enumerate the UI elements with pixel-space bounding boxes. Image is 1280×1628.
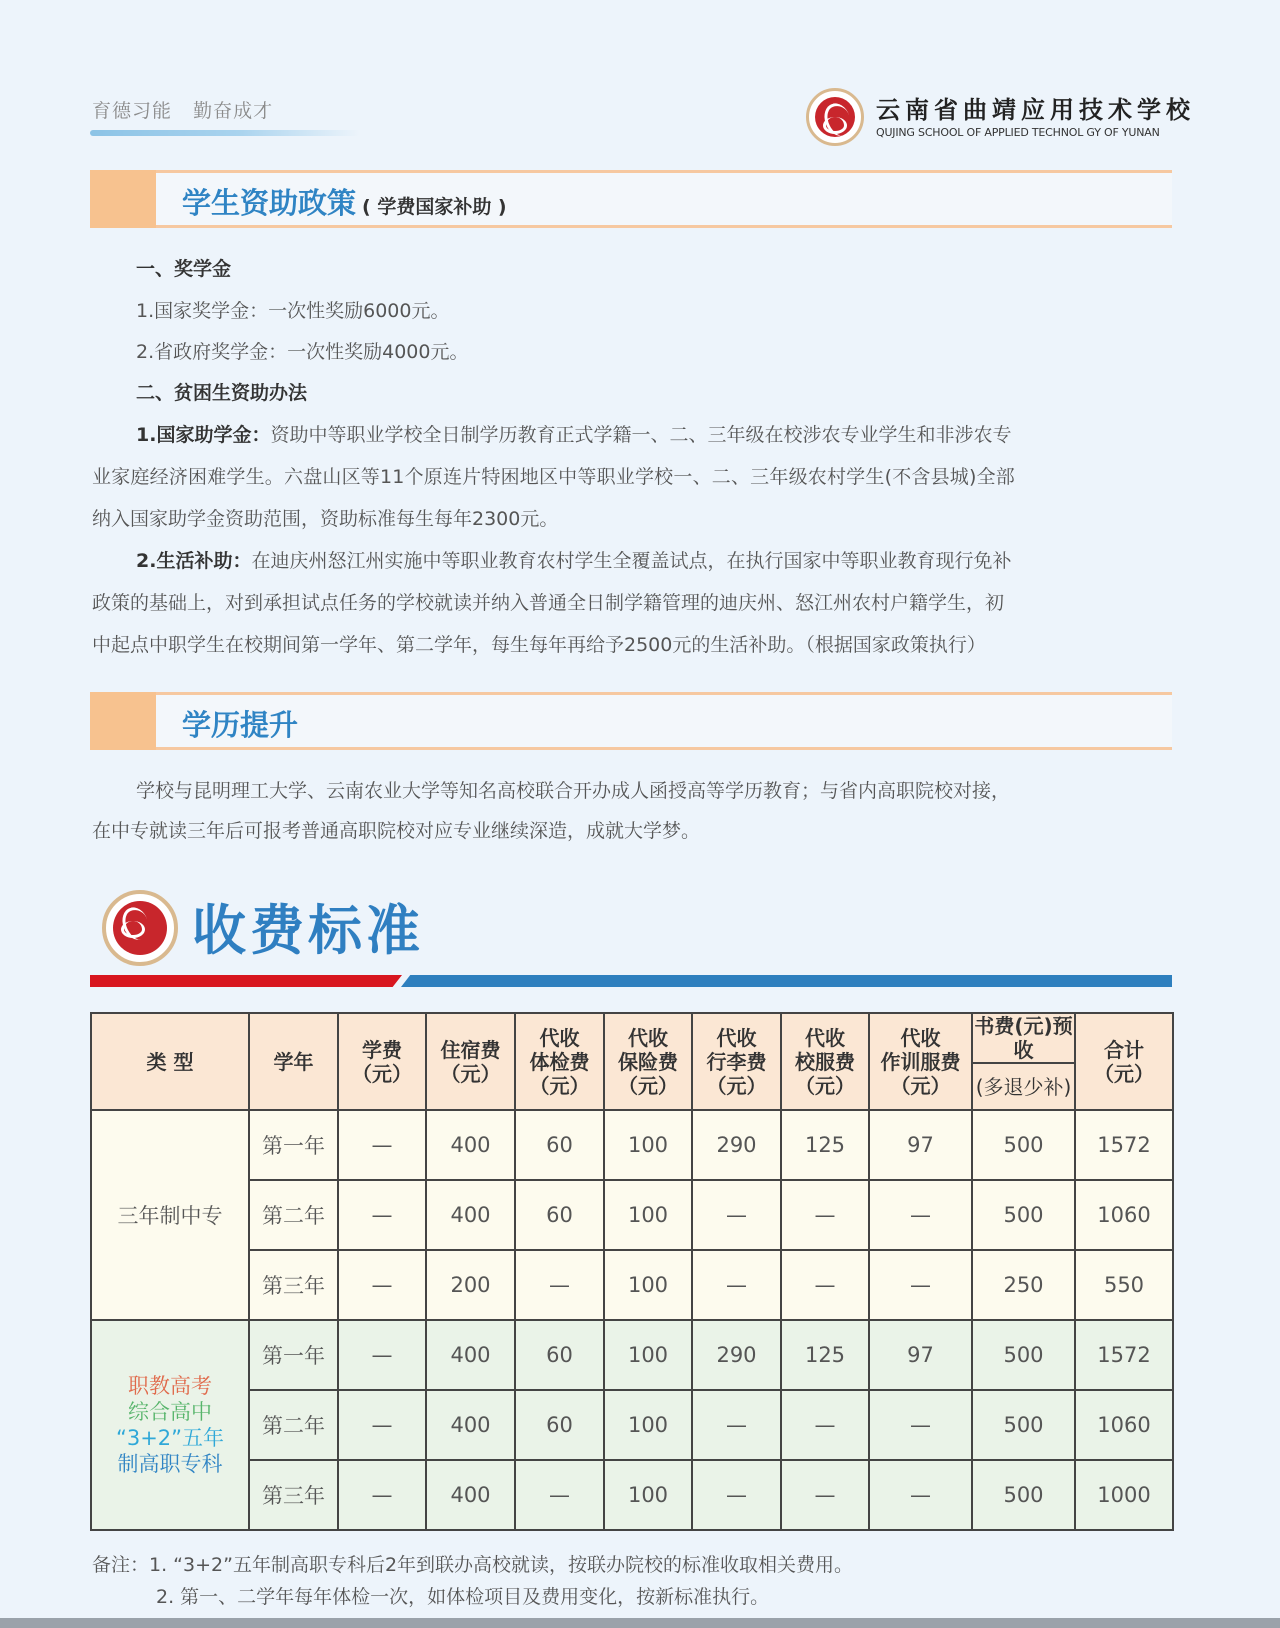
workwear-cell: 97 [869,1320,972,1390]
table-row [91,1110,1173,1180]
dorm-cell: 400 [426,1320,515,1390]
total-cell: 1572 [1075,1110,1173,1180]
year-cell: 第一年 [249,1320,338,1390]
dorm-cell: 400 [426,1110,515,1180]
header-books-note: (多退少补) [972,1063,1075,1110]
fees-title: 收费标准 [192,899,424,962]
insurance-cell: 100 [604,1180,692,1250]
scholarship-item-2: 2.省政府奖学金：一次性奖励4000元。 [136,341,469,363]
type-cell: 三年制中专 [91,1110,249,1320]
total-cell: 1060 [1075,1180,1173,1250]
tuition-cell: — [338,1250,426,1320]
table-row [91,1460,1173,1530]
uniform-cell: — [781,1180,869,1250]
exam-cell: 60 [515,1320,604,1390]
tuition-cell: — [338,1110,426,1180]
insurance-cell: 100 [604,1250,692,1320]
header-books: 书费(元)预收 [972,1013,1075,1063]
note-1: 备注：1. “3+2”五年制高职专科后2年到联办高校就读，按联办院校的标准收取相关费用。 [92,1554,854,1576]
luggage-cell: — [692,1390,781,1460]
workwear-cell: — [869,1390,972,1460]
workwear-cell: 97 [869,1110,972,1180]
uniform-cell: — [781,1460,869,1530]
bottom-border [0,1618,1280,1628]
workwear-cell: — [869,1460,972,1530]
aid-2-line-1: 2.生活补助：在迪庆州怒江州实施中等职业教育农村学生全覆盖试点，在执行国家中等职业教育现行免补 [136,550,1012,572]
note-2: 2. 第一、二学年每年体检一次，如体检项目及费用变化，按新标准执行。 [156,1586,770,1608]
books-cell: 500 [972,1110,1075,1180]
section-title: 学历提升 [182,708,299,742]
luggage-cell: — [692,1460,781,1530]
workwear-cell: — [869,1250,972,1320]
luggage-cell: 290 [692,1110,781,1180]
motto: 育德习能 勤奋成才 [92,100,274,122]
aid-heading: 二、贫困生资助办法 [136,382,308,404]
dorm-cell: 200 [426,1250,515,1320]
workwear-cell: — [869,1180,972,1250]
exam-cell: — [515,1460,604,1530]
header-insurance: 代收 保险费 （元） [604,1013,692,1110]
fee-table [90,1012,1174,1531]
header-luggage: 代收 行李费 （元） [692,1013,781,1110]
section-header-aid [90,170,1172,228]
dorm-cell: 400 [426,1460,515,1530]
header-exam: 代收 体检费 （元） [515,1013,604,1110]
exam-cell: 60 [515,1180,604,1250]
table-row [91,1320,1173,1390]
header-workwear: 代收 作训服费 （元） [869,1013,972,1110]
divider-red [90,975,402,987]
motto-underline [90,130,360,136]
header-dorm: 住宿费 （元） [426,1013,515,1110]
insurance-cell: 100 [604,1390,692,1460]
section-accent-block [90,692,156,750]
school-name-cn: 云南省曲靖应用技术学校 [876,95,1195,124]
uniform-cell: 125 [781,1320,869,1390]
year-cell: 第二年 [249,1180,338,1250]
total-cell: 1572 [1075,1320,1173,1390]
total-cell: 1000 [1075,1460,1173,1530]
year-cell: 第二年 [249,1390,338,1460]
section-header-education [90,692,1172,750]
education-line-1: 学校与昆明理工大学、云南农业大学等知名高校联合开办成人函授高等学历教育；与省内高职院校对接， [136,780,1011,802]
exam-cell: 60 [515,1390,604,1460]
divider-blue [401,975,1172,987]
aid-2-line-3: 中起点中职学生在校期间第一学年、第二学年，每生每年再给予2500元的生活补助。（根据国家政策执行） [92,634,986,656]
total-cell: 1060 [1075,1390,1173,1460]
books-cell: 250 [972,1250,1075,1320]
exam-cell: 60 [515,1110,604,1180]
books-cell: 500 [972,1180,1075,1250]
aid-2-line-2: 政策的基础上，对到承担试点任务的学校就读并纳入普通全日制学籍管理的迪庆州、怒江州农村户籍学生，初 [92,592,1005,614]
aid-1-line-2: 业家庭经济困难学生。六盘山区等11个原连片特困地区中等职业学校一、二、三年级农村学生(不含县城)全部 [92,466,1016,488]
school-name-en: QUJING SCHOOL OF APPLIED TECHNOL GY OF YUNAN [876,126,1160,139]
education-line-2: 在中专就读三年后可报考普通高职院校对应专业继续深造，成就大学梦。 [92,820,701,842]
total-cell: 550 [1075,1250,1173,1320]
insurance-cell: 100 [604,1320,692,1390]
exam-cell: — [515,1250,604,1320]
dorm-cell: 400 [426,1180,515,1250]
year-cell: 第三年 [249,1250,338,1320]
scholarship-heading: 一、奖学金 [136,258,232,280]
tuition-cell: — [338,1320,426,1390]
year-cell: 第三年 [249,1460,338,1530]
luggage-cell: — [692,1250,781,1320]
header-type: 类 型 [91,1013,249,1110]
uniform-cell: — [781,1390,869,1460]
scholarship-item-1: 1.国家奖学金：一次性奖励6000元。 [136,300,450,322]
insurance-cell: 100 [604,1110,692,1180]
dorm-cell: 400 [426,1390,515,1460]
uniform-cell: — [781,1250,869,1320]
table-row [91,1390,1173,1460]
type-cell: 职教高考 综合高中 “3+2”五年 制高职专科 [91,1320,249,1530]
school-logo-icon [806,88,864,146]
tuition-cell: — [338,1390,426,1460]
section-accent-block [90,170,156,228]
section-title: 学生资助政策 ( 学费国家补助 ) [182,186,507,220]
luggage-cell: 290 [692,1320,781,1390]
table-row [91,1180,1173,1250]
books-cell: 500 [972,1390,1075,1460]
luggage-cell: — [692,1180,781,1250]
header-year: 学年 [249,1013,338,1110]
books-cell: 500 [972,1320,1075,1390]
table-row [91,1250,1173,1320]
books-cell: 500 [972,1460,1075,1530]
school-logo-icon [102,890,178,966]
aid-1-line-3: 纳入国家助学金资助范围，资助标准每生每年2300元。 [92,508,559,530]
header-tuition: 学费 （元） [338,1013,426,1110]
header-uniform: 代收 校服费 （元） [781,1013,869,1110]
section-subtitle: ( 学费国家补助 ) [362,196,507,218]
year-cell: 第一年 [249,1110,338,1180]
header-total: 合计 （元） [1075,1013,1173,1110]
aid-1-line-1: 1.国家助学金：资助中等职业学校全日制学历教育正式学籍一、二、三年级在校涉农专业学生和非涉农专 [136,424,1012,446]
tuition-cell: — [338,1460,426,1530]
insurance-cell: 100 [604,1460,692,1530]
tuition-cell: — [338,1180,426,1250]
uniform-cell: 125 [781,1110,869,1180]
